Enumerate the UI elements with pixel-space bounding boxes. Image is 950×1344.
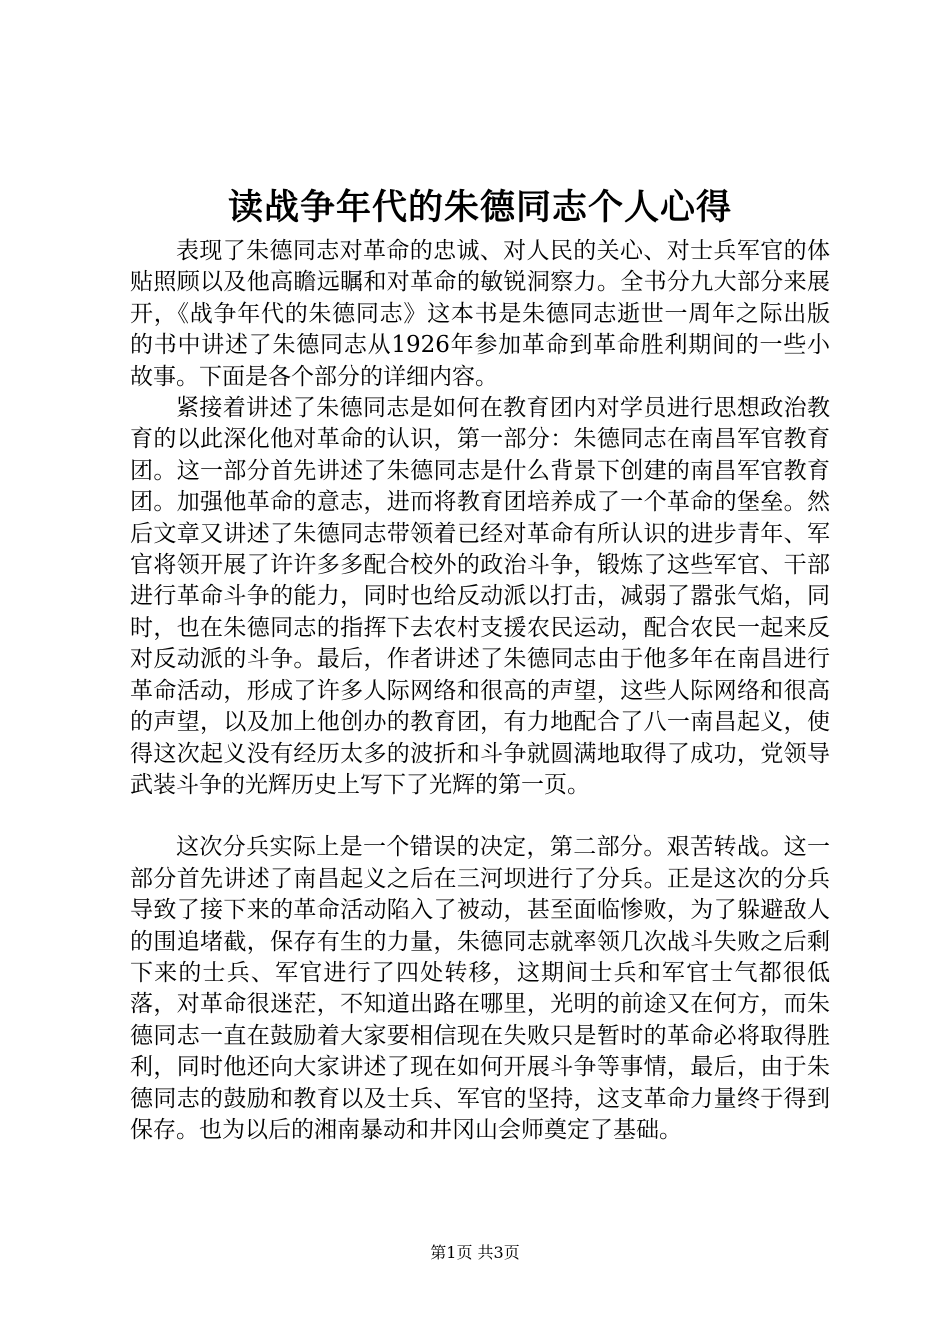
paragraph-part-one: 紧接着讲述了朱德同志是如何在教育团内对学员进行思想政治教育的以此深化他对革命的认识，第一部分：朱德同志在南昌军官教育团。这一部分首先讲述了朱德同志是什么背景下创建的南昌军官教育团。加强他革命的意志，进而将教育团培养成了一个革命的堡垒。然后文章又讲述了朱德同志带领着已经对革命有所认识的进步青年、军官将领开展了许许多多配合校外的政治斗争，锻炼了这些军官、干部进行革命斗争的能力，同时也给反动派以打击，减弱了嚣张气焰，同时，也在朱德同志的指挥下去农村支援农民运动，配合农民一起来反对反动派的斗争。最后，作者讲述了朱德同志由于他多年在南昌进行革命活动，形成了许多人际网络和很高的声望，这些人际网络和很高的声望，以及加上他创办的教育团，有力地配合了八一南昌起义，使得这次起义没有经历太多的波折和斗争就圆满地取得了成功，党领导武装斗争的光辉历史上写下了光辉的第一页。 [130,395,830,798]
page-number-footer: 第1页 共3页 [430,1243,520,1262]
document-body [130,236,830,1146]
paragraph-gap [130,801,830,832]
paragraph-part-two: 这次分兵实际上是一个错误的决定，第二部分。艰苦转战。这一部分首先讲述了南昌起义之后在三河坝进行了分兵。正是这次的分兵导致了接下来的革命活动陷入了被动，甚至面临惨败，为了躲避敌人的围追堵截，保存有生的力量，朱德同志就率领几次战斗失败之后剩下来的士兵、军官进行了四处转移，这期间士兵和军官士气都很低落，对革命很迷茫，不知道出路在哪里，光明的前途又在何方，而朱德同志一直在鼓励着大家要相信现在失败只是暂时的革命必将取得胜利，同时他还向大家讲述了现在如何开展斗争等事情，最后，由于朱德同志的鼓励和教育以及士兵、军官的坚持，这支革命力量终于得到保存。也为以后的湘南暴动和井冈山会师奠定了基础。 [130,834,830,1143]
paragraph-intro: 表现了朱德同志对革命的忠诚、对人民的关心、对士兵军官的体贴照顾以及他高瞻远瞩和对革命的敏锐洞察力。全书分九大部分来展开，《战争年代的朱德同志》这本书是朱德同志逝世一周年之际出版的书中讲述了朱德同志从1926年参加革命到革命胜利期间的一些小故事。下面是各个部分的详细内容。 [130,238,830,390]
document-title: 读战争年代的朱德同志个人心得 [227,187,732,228]
